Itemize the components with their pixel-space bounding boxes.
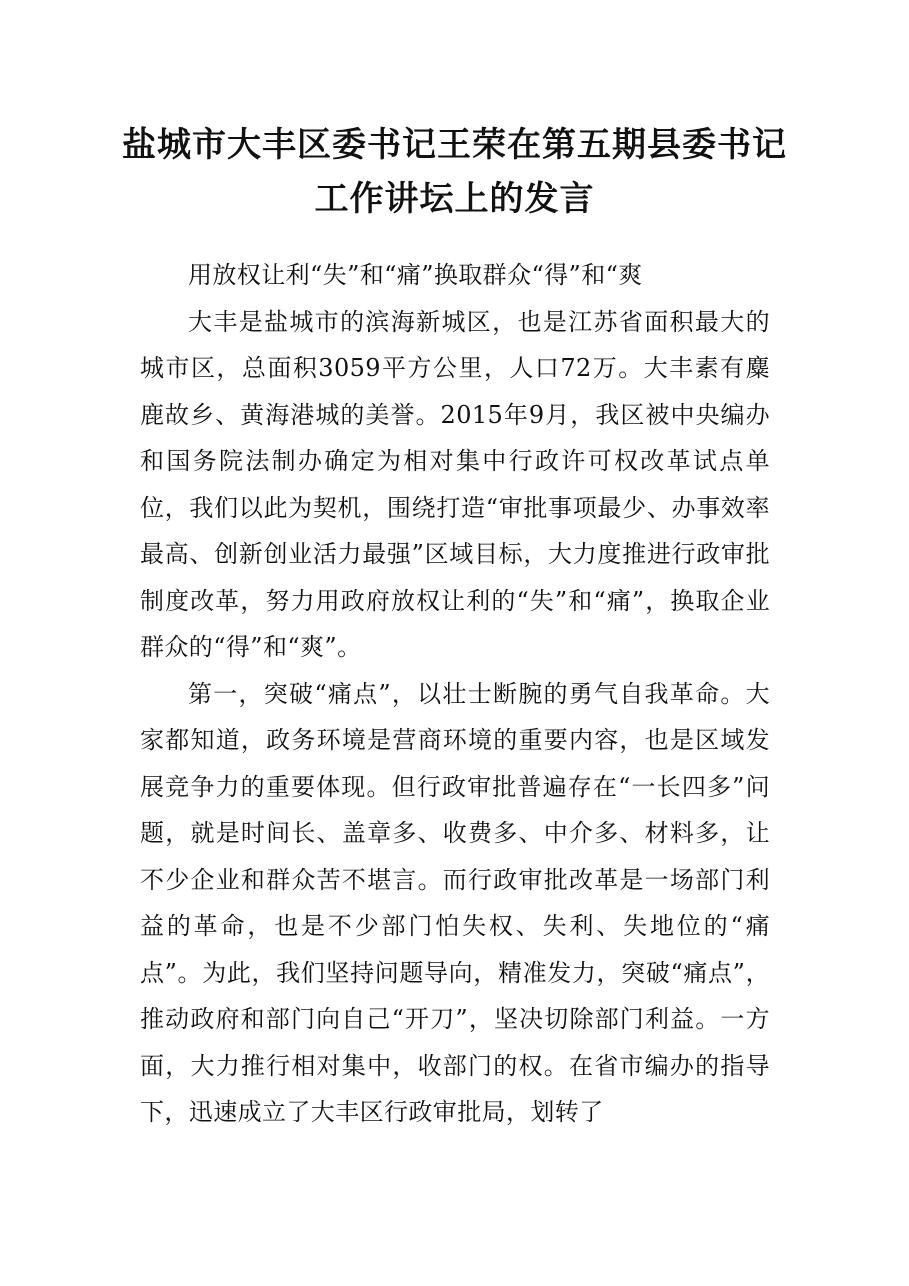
document-title: 盐城市大丰区委书记王荣在第五期县委书记工作讲坛上的发言 <box>122 125 787 219</box>
document-body <box>140 252 770 1136</box>
paragraph-intro: 大丰是盐城市的滨海新城区，也是江苏省面积最大的城市区，总面积3059平方公里，人口72万。大丰素有麋鹿故乡、黄海港城的美誉。2015年9月，我区被中央编办和国务院法制办确定为相对集中行政许可权改革试点单位，我们以此为契机，围绕打造“审批事项最少、办事效率最高、创新创业活力最强”区域目标，大力度推进行政审批制度改革，努力用政府放权让利的“失”和“痛”，换取企业群众的“得”和“爽”。 <box>140 307 770 661</box>
section-subtitle: 用放权让利“失”和“痛”换取群众“得”和“爽 <box>188 261 643 289</box>
paragraph-first-point: 第一，突破“痛点”，以壮士断腕的勇气自我革命。大家都知道，政务环境是营商环境的重要内容，也是区域发展竞争力的重要体现。但行政审批普遍存在“一长四多”问题，就是时间长、盖章多、收费多、中介多、材料多，让不少企业和群众苦不堪言。而行政审批改革是一场部门利益的革命，也是不少部门怕失权、失利、失地位的“痛点”。为此，我们坚持问题导向，精准发力，突破“痛点”，推动政府和部门向自己“开刀”，坚决切除部门利益。一方面，大力推行相对集中，收部门的权。在省市编办的指导下，迅速成立了大丰区行政审批局，划转了 <box>140 679 770 1126</box>
